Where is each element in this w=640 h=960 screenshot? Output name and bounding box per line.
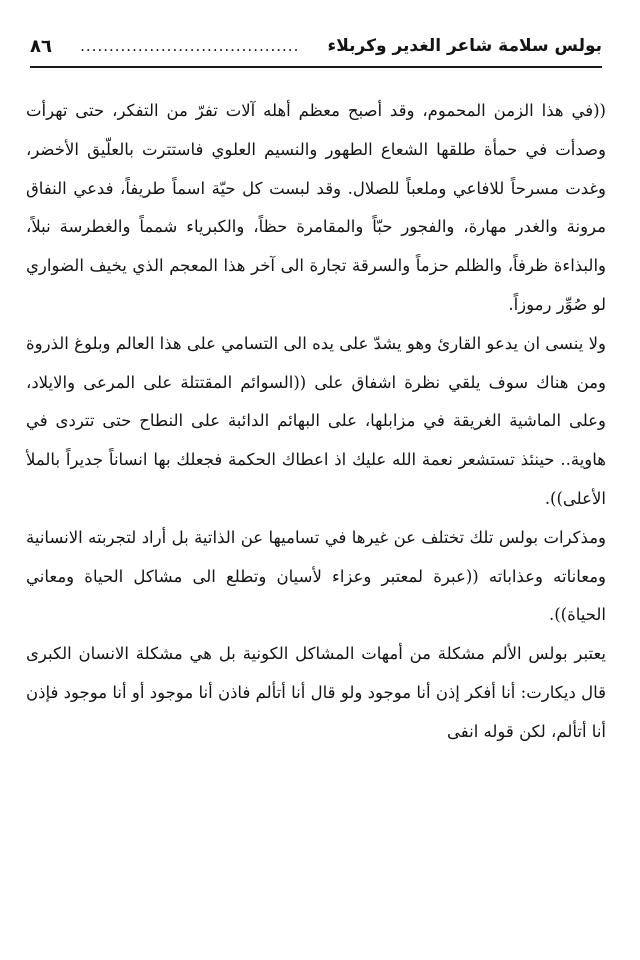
header-leader-dots: ......................................	[80, 37, 300, 55]
body-text	[26, 92, 606, 752]
running-header	[30, 26, 602, 68]
paragraph-4: يعتبر بولس الألم مشكلة من أمهات المشاكل الكونية بل هي مشكلة الانسان الكبرى قال ديكارت: أنا أفكر إذن أنا موجود ولو قال أنا أتألم فاذن أنا موجود أو أنا موجود فإذن أنا أتألم، لكن قوله انفى	[26, 644, 606, 741]
header-title: بولس سلامة شاعر الغدير وكربلاء	[327, 36, 602, 56]
paragraph-1: ((في هذا الزمن المحموم، وقد أصبح معظم أهله آلات تفرّ من التفكر، حتى تهرأت وصدأت في حمأة طلقها الشعاع الطهور والنسيم العلوي فاستترت بالعلّيق الأخضر، وغدت مسرحاً للافاعي وملعباً للصلال. وقد لبست كل حيّة اسماً طريفاً، فدعي النفاق مرونة والغدر مهارة، والفجور حبّاً والمقامرة حظاً، والكبرياء شمماً والغطرسة نبلاً، والبذاءة ظرفاً، والظلم حزماً والسرقة تجارة الى آخر هذا المعجم الذي يخيف الضواري لو صُوِّر رموزاً.	[26, 101, 606, 314]
paragraph-2: ولا ينسى ان يدعو القارئ وهو يشدّ على يده الى التسامي على هذا العالم وبلوغ الذروة ومن هناك سوف يلقي نظرة اشفاق على ((السوائم المقتتلة على المرعى والايلاد، وعلى الماشية الغريقة في مزابلها، على البهائم الدائبة على النطاح حتى تتردى في هاوية.. حينئذ تستشعر نعمة الله عليك اذ اعطاك الحكمة فجعلك بها انساناً جديراً بالملأ الأعلى)).	[26, 333, 607, 508]
page-number: ٨٦	[30, 35, 52, 57]
paragraph-3: ومذكرات بولس تلك تختلف عن غيرها في تساميها عن الذاتية بل أراد لتجربته الانسانية ومعاناته وعذاباته ((عبرة لمعتبر وعزاء لأسيان وتطلع الى مشاكل الحياة ومعاني الحياة)).	[26, 527, 606, 625]
